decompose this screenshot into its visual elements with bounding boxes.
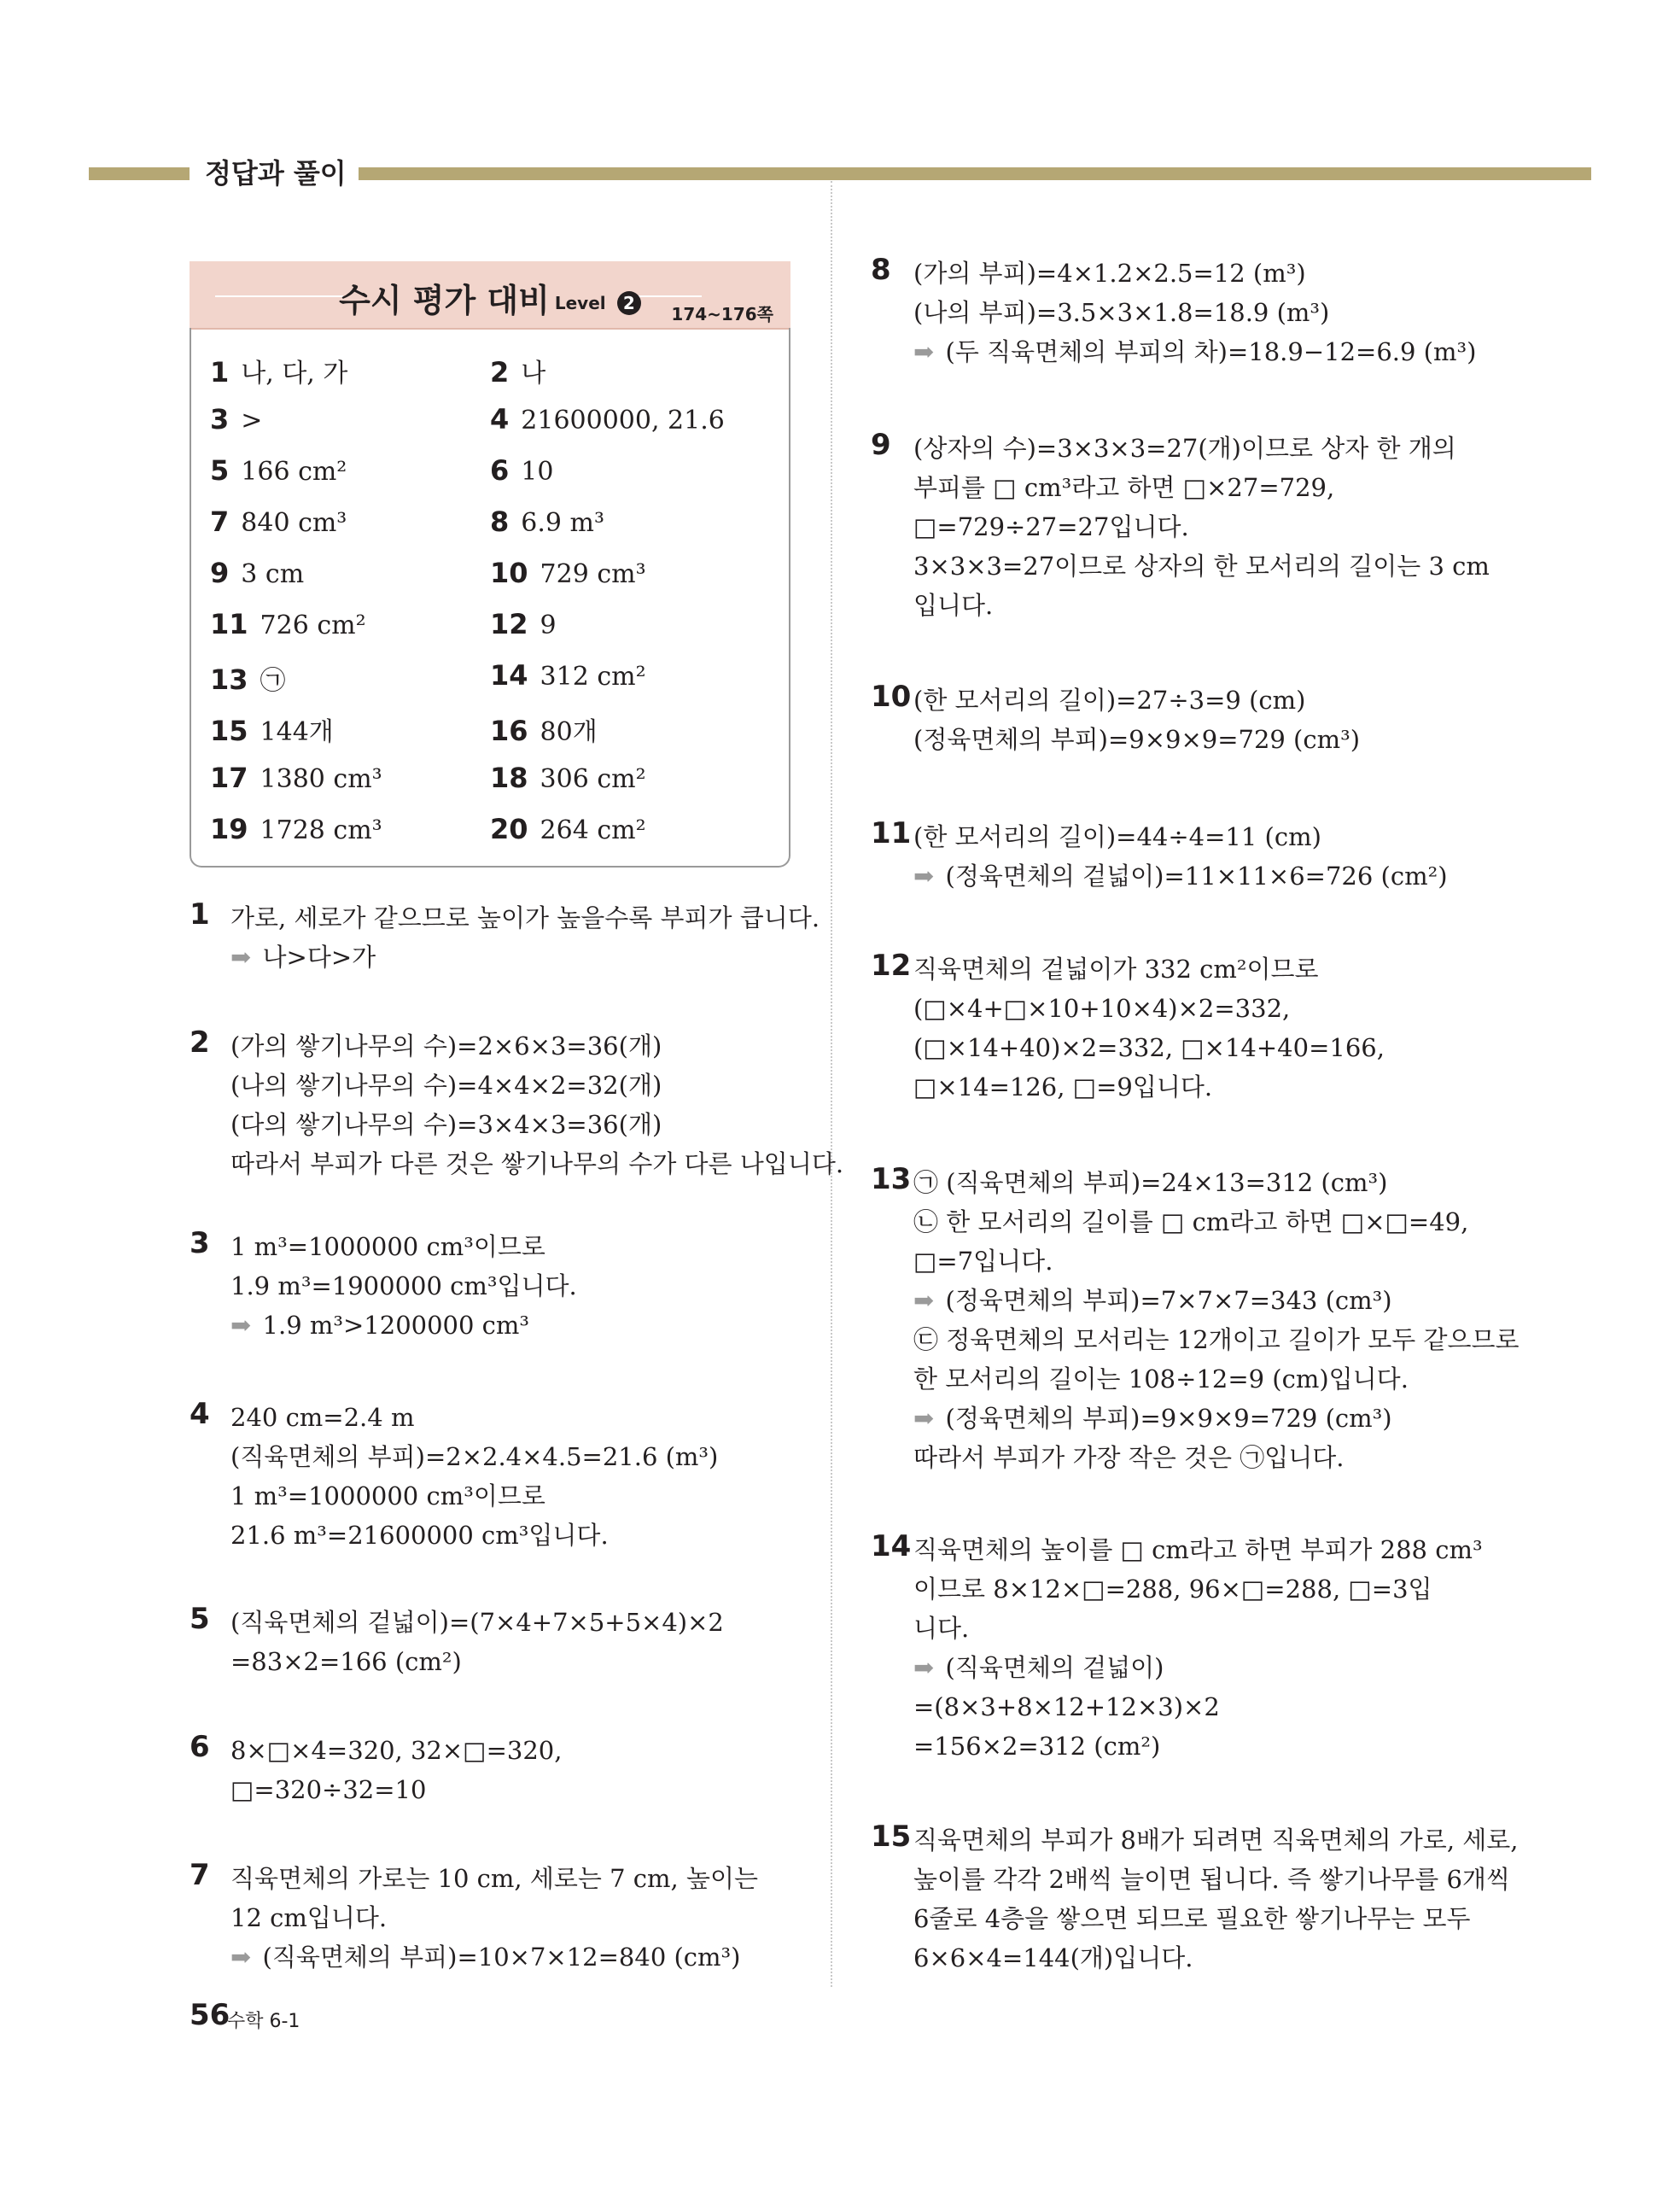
arrow-icon: ➡ <box>913 1653 935 1682</box>
solution-line: (□×4+□×10+10×4)×2=332, <box>913 994 1291 1023</box>
answer-number: 4 <box>490 403 510 435</box>
solution-line: 6×6×4=144(개)입니다. <box>913 1943 1193 1972</box>
answer-item <box>210 659 286 697</box>
solution-number: 8 <box>871 253 891 287</box>
answer-number: 12 <box>490 608 528 640</box>
answer-item <box>490 659 646 692</box>
answer-number: 3 <box>210 403 230 435</box>
answer-item <box>210 762 382 794</box>
solution-line: (가의 쌓기나무의 수)=2×6×3=36(개) <box>230 1031 662 1060</box>
solution-number: 15 <box>871 1820 912 1854</box>
solution-line: (직육면체의 겉넓이)=(7×4+7×5+5×4)×2 <box>230 1608 724 1637</box>
answer-value: 264 cm² <box>540 815 646 845</box>
solution-line: ➡ 나>다>가 <box>230 943 376 972</box>
solution-line: 니다. <box>913 1614 970 1643</box>
answer-value: 21600000, 21.6 <box>521 406 725 435</box>
solution-line: 6줄로 4층을 쌓으면 되므로 필요한 쌓기나무는 모두 <box>913 1904 1471 1933</box>
level-label: Level <box>554 292 606 313</box>
footer-subject: 수학 6-1 <box>227 2011 300 2032</box>
answer-item <box>490 505 604 538</box>
answer-item <box>490 710 598 748</box>
solution-line: ➡ (두 직육면체의 부피의 차)=18.9−12=6.9 (m³) <box>913 337 1477 366</box>
solution-line: 1.9 m³=1900000 cm³입니다. <box>230 1271 577 1300</box>
answer-item <box>210 608 366 640</box>
solution-number: 3 <box>190 1226 210 1260</box>
box-pages: 174~176쪽 <box>671 304 773 324</box>
solution-line: 따라서 부피가 가장 작은 것은 ㉠입니다. <box>913 1443 1345 1472</box>
solution-number: 7 <box>190 1858 210 1892</box>
solution-line: (나의 부피)=3.5×3×1.8=18.9 (m³) <box>913 298 1330 327</box>
solution-line: (직육면체의 부피)=2×2.4×4.5=21.6 (m³) <box>230 1442 719 1471</box>
arrow-icon: ➡ <box>913 862 935 891</box>
answer-item <box>490 557 646 589</box>
solution-line: 부피를 □ cm³라고 하면 □×27=729, <box>913 473 1335 502</box>
answer-number: 17 <box>210 762 248 794</box>
solution-line: 12 cm입니다. <box>230 1903 388 1932</box>
arrow-icon: ➡ <box>230 1311 252 1340</box>
answer-item <box>210 403 262 435</box>
solution-line: (나의 쌓기나무의 수)=4×4×2=32(개) <box>230 1071 662 1100</box>
answer-item <box>490 454 553 487</box>
solution-number: 4 <box>190 1397 210 1431</box>
answer-value: 306 cm² <box>540 764 646 794</box>
solution-line: 3×3×3=27이므로 상자의 한 모서리의 길이는 3 cm <box>913 552 1490 581</box>
solution-line: ㉠ (직육면체의 부피)=24×13=312 (cm³) <box>913 1168 1388 1197</box>
answer-value: ㉠ <box>260 666 286 696</box>
arrow-icon: ➡ <box>913 1286 935 1315</box>
answer-item <box>490 352 545 389</box>
answer-number: 20 <box>490 813 528 845</box>
answer-item <box>210 352 347 389</box>
answer-number: 8 <box>490 505 510 538</box>
answer-number: 11 <box>210 608 248 640</box>
solution-line: (상자의 수)=3×3×3=27(개)이므로 상자 한 개의 <box>913 434 1456 463</box>
solution-line: ➡ (정육면체의 부피)=7×7×7=343 (cm³) <box>913 1286 1392 1315</box>
answer-item <box>210 710 334 748</box>
solution-line: 직육면체의 부피가 8배가 되려면 직육면체의 가로, 세로, <box>913 1826 1519 1855</box>
solution-line: ㉢ 정육면체의 모서리는 12개이고 길이가 모두 같으므로 <box>913 1325 1520 1354</box>
solution-number: 2 <box>190 1025 210 1060</box>
answer-value: > <box>241 406 263 435</box>
solution-line: 가로, 세로가 같으므로 높이가 높을수록 부피가 큽니다. <box>230 903 820 932</box>
solution-line: 따라서 부피가 다른 것은 쌓기나무의 수가 다른 나입니다. <box>230 1149 844 1178</box>
answer-value: 6.9 m³ <box>521 508 604 538</box>
level-number: 2 <box>617 291 641 315</box>
arrow-icon: ➡ <box>230 1943 252 1972</box>
solution-line: □=729÷27=27입니다. <box>913 512 1189 541</box>
box-title-text: 수시 평가 대비 <box>339 282 550 319</box>
answer-number: 16 <box>490 715 528 747</box>
solution-line: ➡ (정육면체의 겉넓이)=11×11×6=726 (cm²) <box>913 862 1448 891</box>
solution-line: =83×2=166 (cm²) <box>230 1647 462 1676</box>
answer-item <box>490 813 646 845</box>
answer-box-header <box>190 261 790 330</box>
answer-number: 7 <box>210 505 230 538</box>
solution-line: 직육면체의 높이를 □ cm라고 하면 부피가 288 cm³ <box>913 1535 1483 1564</box>
answer-value: 나, 다, 가 <box>241 359 348 389</box>
answer-number: 10 <box>490 557 528 589</box>
solution-number: 13 <box>871 1162 912 1196</box>
solution-line: 8×□×4=320, 32×□=320, <box>230 1736 563 1765</box>
answer-value: 166 cm² <box>241 457 347 487</box>
solution-line: (□×14+40)×2=332, □×14+40=166, <box>913 1033 1385 1062</box>
solution-line: 1 m³=1000000 cm³이므로 <box>230 1481 545 1510</box>
solution-number: 11 <box>871 816 912 850</box>
solution-line: =156×2=312 (cm²) <box>913 1732 1161 1761</box>
answer-number: 13 <box>210 663 248 696</box>
solution-line: □=7입니다. <box>913 1247 1053 1276</box>
answer-box <box>190 328 790 868</box>
header-bar-left <box>89 167 190 180</box>
solution-line: (한 모서리의 길이)=27÷3=9 (cm) <box>913 686 1306 715</box>
answer-item <box>490 762 646 794</box>
solution-line: □×14=126, □=9입니다. <box>913 1072 1213 1101</box>
answer-number: 15 <box>210 715 248 747</box>
answer-number: 14 <box>490 659 528 692</box>
solution-line: ➡ (직육면체의 부피)=10×7×12=840 (cm³) <box>230 1943 741 1972</box>
solution-line: 직육면체의 겉넓이가 332 cm²이므로 <box>913 955 1319 984</box>
solution-number: 10 <box>871 680 912 714</box>
answer-value: 729 cm³ <box>540 559 646 589</box>
answer-item <box>210 557 304 589</box>
solution-line: ➡ (정육면체의 부피)=9×9×9=729 (cm³) <box>913 1404 1392 1433</box>
header-title: 정답과 풀이 <box>205 157 347 190</box>
solution-number: 9 <box>871 428 891 462</box>
solution-line: 21.6 m³=21600000 cm³입니다. <box>230 1521 609 1550</box>
solution-line: □=320÷32=10 <box>230 1775 427 1804</box>
solution-line: 240 cm=2.4 m <box>230 1403 415 1432</box>
answer-number: 1 <box>210 356 230 389</box>
answer-value: 312 cm² <box>540 662 646 692</box>
arrow-icon: ➡ <box>230 943 252 972</box>
solution-line: 이므로 8×12×□=288, 96×□=288, □=3입 <box>913 1575 1432 1604</box>
solution-line: 입니다. <box>913 591 994 620</box>
answer-value: 3 cm <box>241 559 305 589</box>
answer-number: 6 <box>490 454 510 487</box>
column-divider <box>831 181 832 1987</box>
solution-line: 높이를 각각 2배씩 늘이면 됩니다. 즉 쌓기나무를 6개씩 <box>913 1865 1510 1894</box>
answer-value: 나 <box>521 359 546 389</box>
page-number: 56 <box>190 1998 230 2032</box>
solution-line: (정육면체의 부피)=9×9×9=729 (cm³) <box>913 725 1361 754</box>
solution-line: 직육면체의 가로는 10 cm, 세로는 7 cm, 높이는 <box>230 1864 758 1893</box>
answer-value: 840 cm³ <box>241 508 347 538</box>
answer-value: 80개 <box>540 717 598 747</box>
answer-value: 144개 <box>260 717 334 747</box>
answer-number: 18 <box>490 762 528 794</box>
solution-line: (한 모서리의 길이)=44÷4=11 (cm) <box>913 822 1321 851</box>
answer-value: 9 <box>540 611 557 640</box>
header-bar-right <box>359 167 1591 180</box>
solution-line: ➡ (직육면체의 겉넓이) <box>913 1653 1164 1682</box>
solution-number: 5 <box>190 1602 210 1636</box>
solution-line: (가의 부피)=4×1.2×2.5=12 (m³) <box>913 259 1306 288</box>
solution-number: 6 <box>190 1730 210 1764</box>
solution-number: 14 <box>871 1529 912 1563</box>
solution-line: 1 m³=1000000 cm³이므로 <box>230 1232 545 1261</box>
solution-line: =(8×3+8×12+12×3)×2 <box>913 1692 1220 1721</box>
answer-value: 1728 cm³ <box>260 815 382 845</box>
answer-item <box>490 403 725 435</box>
solution-line: (다의 쌓기나무의 수)=3×4×3=36(개) <box>230 1110 662 1139</box>
arrow-icon: ➡ <box>913 337 935 366</box>
answer-number: 2 <box>490 356 510 389</box>
arrow-icon: ➡ <box>913 1404 935 1433</box>
answer-item <box>210 505 347 538</box>
solution-line: ㉡ 한 모서리의 길이를 □ cm라고 하면 □×□=49, <box>913 1207 1469 1236</box>
answer-item <box>210 454 347 487</box>
solution-number: 12 <box>871 949 912 983</box>
answer-number: 5 <box>210 454 230 487</box>
answer-item <box>490 608 557 640</box>
answer-number: 19 <box>210 813 248 845</box>
answer-item <box>210 813 382 845</box>
solution-line: ➡ 1.9 m³>1200000 cm³ <box>230 1311 530 1340</box>
answer-number: 9 <box>210 557 230 589</box>
solution-number: 1 <box>190 897 210 932</box>
answer-value: 1380 cm³ <box>260 764 382 794</box>
answer-value: 10 <box>521 457 554 487</box>
answer-value: 726 cm² <box>260 611 366 640</box>
solution-line: 한 모서리의 길이는 108÷12=9 (cm)입니다. <box>913 1364 1409 1393</box>
